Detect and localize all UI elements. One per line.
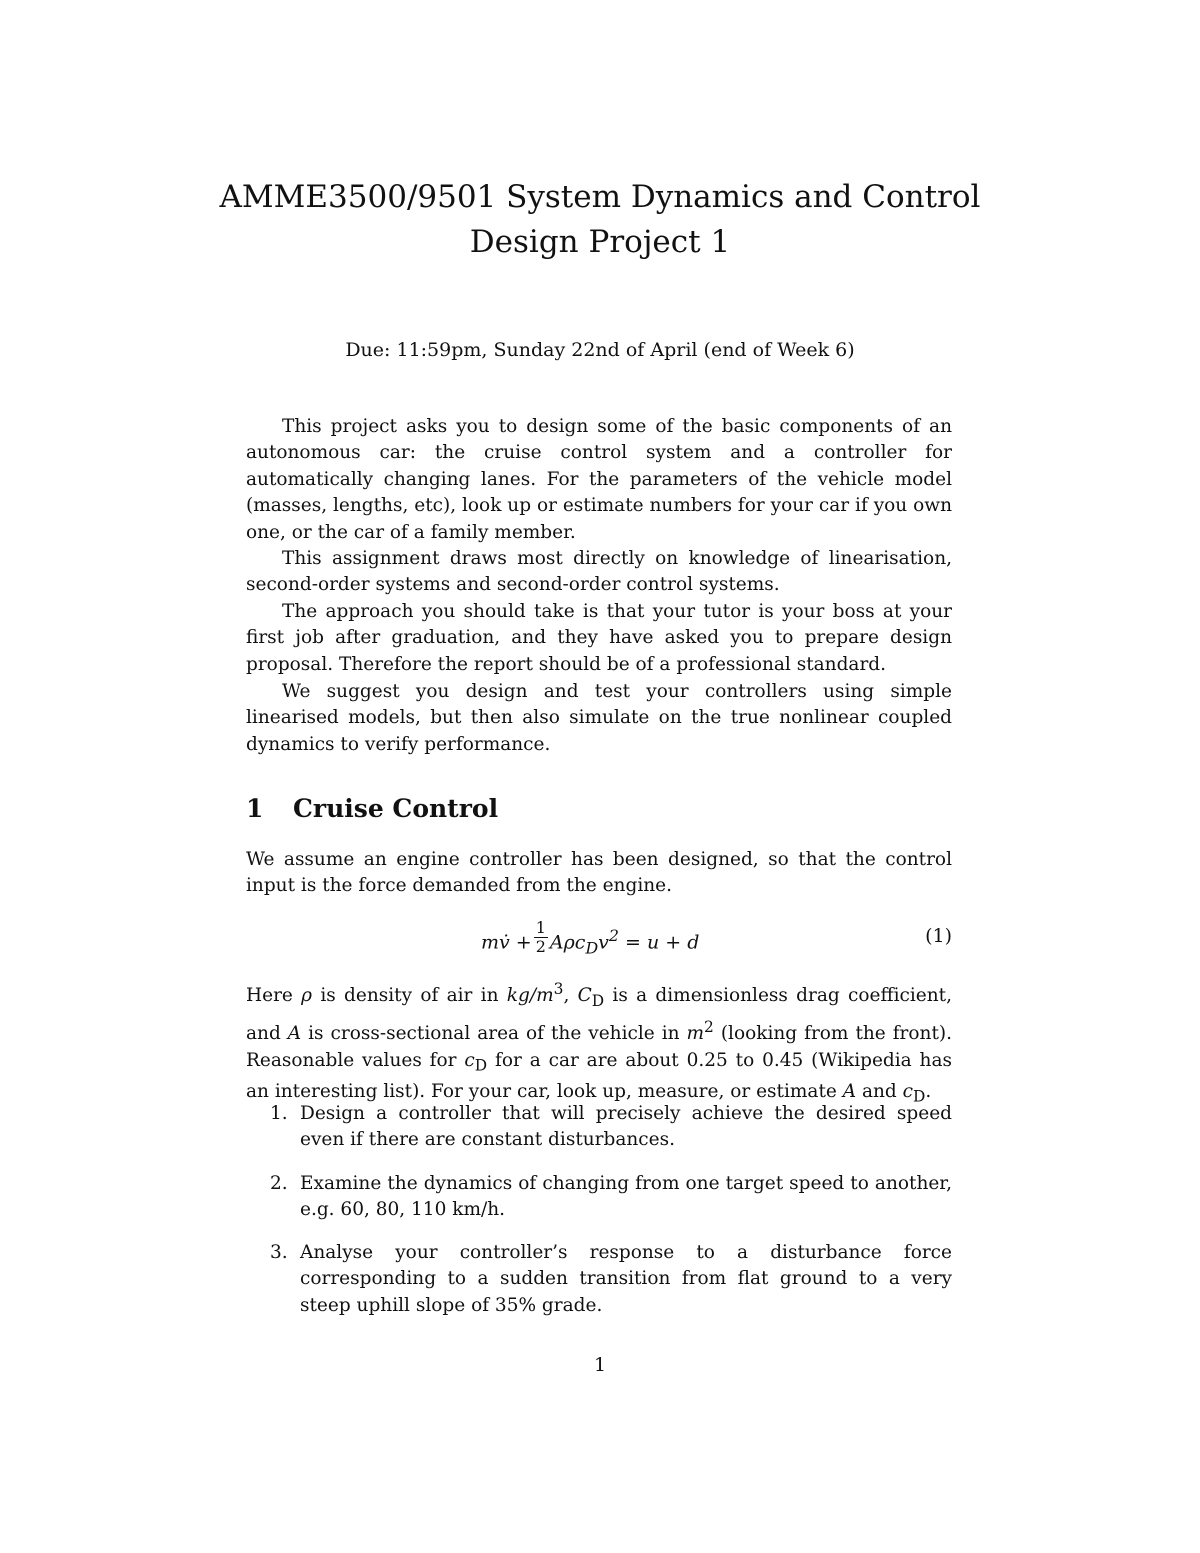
page-number: 1 (593, 1354, 607, 1376)
document-title: AMME3500/9501 System Dynamics and Control (219, 179, 981, 215)
list-item-text: Design a controller that will precisely achieve the desired speed even if there are constant disturbances. (300, 1103, 952, 1151)
paragraph-knowledge: This assignment draws most directly on knowledge of linearisation, second-order systems and second-order control systems. (246, 548, 952, 596)
section-number: 1 (246, 794, 264, 823)
paragraph-approach: The approach you should take is that your tutor is your boss at your first job after graduation, and they have asked you to prepare design proposal. Therefore the report should be of a professional standard. (246, 601, 952, 675)
section-intro: We assume an engine controller has been designed, so that the control input is the force demanded from the engine. (246, 849, 952, 897)
equation-1 (246, 913, 952, 969)
paragraph-suggestion: We suggest you design and test your controllers using simple linearised models, but then also simulate on the true nonlinear coupled dynamics to verify performance. (246, 681, 952, 755)
due-date: Due: 11:59pm, Sunday 22nd of April (end of Week 6) (345, 339, 855, 361)
list-item-text: Examine the dynamics of changing from one target speed to another, e.g. 60, 80, 110 km/h. (300, 1173, 952, 1221)
document-subtitle: Design Project 1 (469, 224, 731, 260)
list-item-number: 3. (270, 1242, 288, 1263)
equation-number: (1) (925, 925, 952, 947)
list-item-text: Analyse your controller’s response to a disturbance force corresponding to a sudden transition from flat ground to a very steep uphill slope of 35% grade. (300, 1242, 952, 1316)
section-title: Cruise Control (293, 794, 499, 823)
list-item-number: 2. (270, 1173, 288, 1194)
equation-body: mv̇ + $\frac{1}{2}$ $A\rho c_Dv^2 = u + d$ (481, 918, 700, 958)
paragraph-intro: This project asks you to design some of the basic components of an autonomous car: the cruise control system and a controller for automatically changing lanes. For the parameters of the vehicle model (masses, lengths, etc), look up or estimate numbers for your car if you own one, or the car of a family member. (246, 416, 952, 543)
list-item-number: 1. (270, 1103, 288, 1124)
equation-fraction: $\frac{1}{2}$ (535, 918, 546, 956)
section-heading (246, 792, 498, 826)
drag-explanation: Here ρ is density of air in $kg/m^3$, $C_D$ is a dimensionless drag coefficient, and A is cross-sectional area of the vehicle in $m^2$ (looking from the front). Reasonable values for $c_D$ for a car are about 0.25 to 0.45 (Wikipedia has an interesting list). For your car, look up, measure, or estimate A and $c_D$. (246, 980, 952, 1106)
